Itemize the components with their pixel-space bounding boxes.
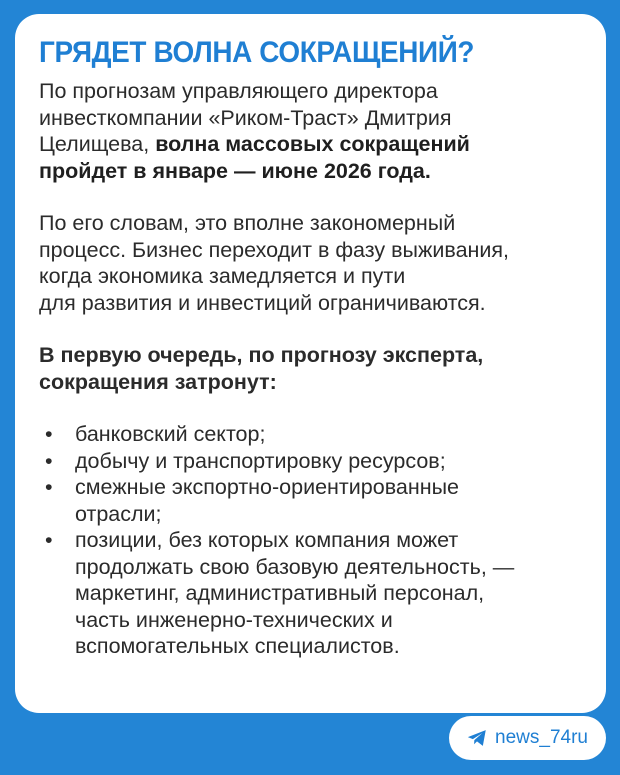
list-item-line: вспомогательных специалистов. <box>75 634 400 658</box>
bullet-icon: • <box>45 448 53 473</box>
list-item-line: продолжать свою базовую деятельность, — <box>75 554 515 579</box>
intro-line: инвесткомпании «Риком-Траст» Дмитрия <box>39 105 452 130</box>
explanation-line: когда экономика замедляется и пути <box>39 264 406 288</box>
list-item-line: банковский сектор; <box>75 422 266 446</box>
explanation-line: процесс. Бизнес переходит в фазу выживания, <box>39 237 510 262</box>
list-item <box>39 421 586 448</box>
telegram-icon <box>467 729 487 747</box>
channel-name: news_74ru <box>495 727 588 748</box>
telegram-channel-badge[interactable] <box>449 716 606 760</box>
content-card <box>15 14 606 713</box>
list-item-line: маркетинг, административный персонал, <box>75 581 485 605</box>
list-item-line: смежные экспортно-ориентированные <box>75 475 459 499</box>
list-item-line: отрасли; <box>75 501 162 526</box>
intro-line <box>39 131 586 158</box>
intro-bold-text: волна массовых сокращений <box>155 132 470 156</box>
explanation-line: для развития и инвестиций ограничиваются. <box>39 290 486 315</box>
headline: ГРЯДЕТ ВОЛНА СОКРАЩЕНИЙ? <box>39 36 475 69</box>
list-item-line: добычу и транспортировку ресурсов; <box>75 448 446 473</box>
intro-paragraph <box>39 78 586 184</box>
list-item <box>39 448 586 475</box>
list-item-line: позиции, без которых компания может <box>75 528 459 552</box>
explanation-line: По его словам, это вполне закономерный <box>39 211 456 235</box>
intro-line: По прогнозам управляющего директора <box>39 79 438 103</box>
list-item <box>39 527 586 660</box>
affected-sectors-list <box>39 421 586 660</box>
forecast-heading <box>39 342 586 395</box>
intro-bold-line: пройдет в январе — июне 2026 года. <box>39 158 431 183</box>
list-item <box>39 474 586 527</box>
list-item-line: часть инженерно-технических и <box>75 607 393 632</box>
forecast-heading-line: сокращения затронут: <box>39 369 277 394</box>
forecast-heading-line: В первую очередь, по прогнозу эксперта, <box>39 343 484 367</box>
bullet-icon: • <box>45 422 53 446</box>
bullet-icon: • <box>45 528 53 552</box>
explanation-paragraph <box>39 210 586 316</box>
intro-regular-text: Целищева, <box>39 132 156 156</box>
bullet-icon: • <box>45 475 53 499</box>
